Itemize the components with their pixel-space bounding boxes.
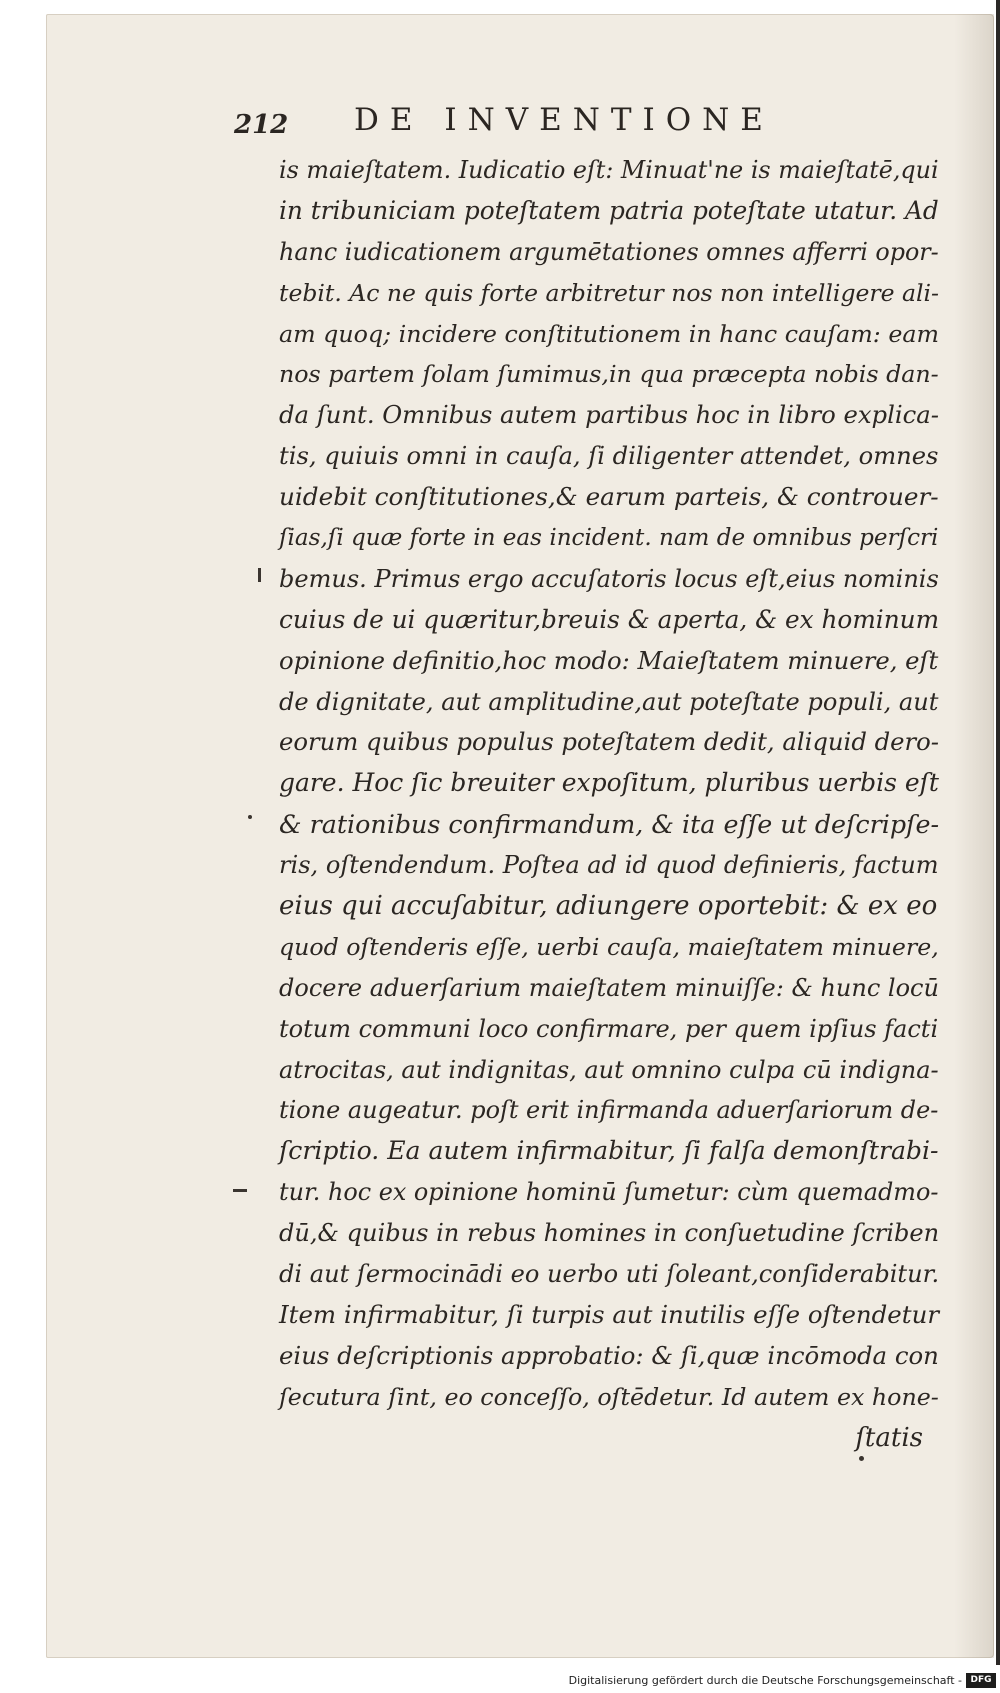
page-number: 212 [234,110,289,140]
page-gutter-shadow [954,14,994,1658]
running-header [234,102,814,148]
margin-mark [233,1189,247,1192]
text-line: am quoq; incidere conſtitutionem in hanc cauſam: eam [279,319,940,348]
text-line: di aut ſermocinādi eo uerbo uti ſoleant,conſiderabitur. [279,1260,940,1289]
text-line: ris, oſtendendum. Poſtea ad id quod definieris, factum [279,851,939,880]
text-line: uidebit conſtitutiones,& earum parteis, & controuer- [279,482,939,512]
text-line: hanc iudicationem argumētationes omnes afferri opor- [279,237,939,266]
text-line: & rationibus confirmandum, & ita eſſe ut deſcripſe- [279,809,940,840]
text-line: in tribuniciam poteſtatem patria poteſtate utatur. Ad [279,195,939,225]
catchword: ſtatis [855,1422,923,1453]
text-line: eius qui accuſabitur, adiungere oportebit: & ex eo [279,891,938,922]
text-line: de dignitate, aut amplitudine,aut poteſtate populi, aut [279,687,939,716]
text-line: opinione definitio,hoc modo: Maieſtatem minuere, eſt [279,645,939,675]
text-line: da ſunt. Omnibus autem partibus hoc in libro explica- [279,400,939,430]
text-line: dū,& quibus in rebus homines in conſuetudine ſcriben [279,1219,940,1248]
text-line: nos partem ſolam ſumimus,in qua præcepta nobis dan- [279,360,939,389]
text-line: eorum quibus populus poteſtatem dedit, aliquid dero- [279,727,939,757]
text-line: tione augeatur. poſt erit infirmanda aduerſariorum de- [279,1096,939,1125]
digitization-credit-bar [0,1670,1000,1693]
text-line: ſecutura ſint, eo conceſſo, oſtēdetur. Id autem ex hone- [279,1382,939,1411]
text-line: gare. Hoc ſic breuiter expoſitum, pluribus uerbis eſt [279,768,939,798]
text-line: tur. hoc ex opinione hominū ſumetur: cùm quemadmo- [279,1178,939,1207]
body-text [279,150,939,1459]
text-line: is maieſtatem. Iudicatio eſt: Minuat'ne is maieſtatē,qui [279,156,939,184]
running-title: DE INVENTIONE [354,102,774,138]
text-line: tebit. Ac ne quis forte arbitretur nos non intelligere ali- [279,278,939,307]
text-line: docere aduerſarium maieſtatem minuiſſe: & hunc locū [279,973,939,1002]
margin-mark [258,568,261,582]
text-line: bemus. Primus ergo accuſatoris locus eſt,eius nominis [279,564,939,593]
margin-dot [248,815,252,819]
text-line: quod oſtenderis eſſe, uerbi cauſa, maieſtatem minuere, [279,932,939,961]
text-line: Item infirmabitur, ſi turpis aut inutilis eſſe oſtendetur [279,1299,940,1329]
digitization-credit: Digitalisierung gefördert durch die Deutsche Forschungsgemeinschaft - [568,1674,962,1687]
text-line: ſcriptio. Ea autem infirmabitur, ſi falſa demonſtrabi- [279,1136,939,1166]
text-line: atrocitas, aut indignitas, aut omnino culpa cū indigna- [279,1055,939,1084]
text-line: cuius de ui quæritur,breuis & aperta, & ex hominum [279,604,940,634]
book-spine-edge [996,0,1000,1665]
text-line: eius deſcriptionis approbatio: & ſi,quæ incōmoda con [279,1340,939,1370]
margin-dot [859,1456,864,1461]
text-line: tis, quiuis omni in cauſa, ſi diligenter attendet, omnes [279,442,939,471]
dfg-logo: DFG [966,1673,996,1688]
text-line: totum communi loco confirmare, per quem ipſius facti [279,1014,939,1043]
text-line: ſias,ſi quæ forte in eas incident. nam de omnibus perſcri [279,525,939,552]
